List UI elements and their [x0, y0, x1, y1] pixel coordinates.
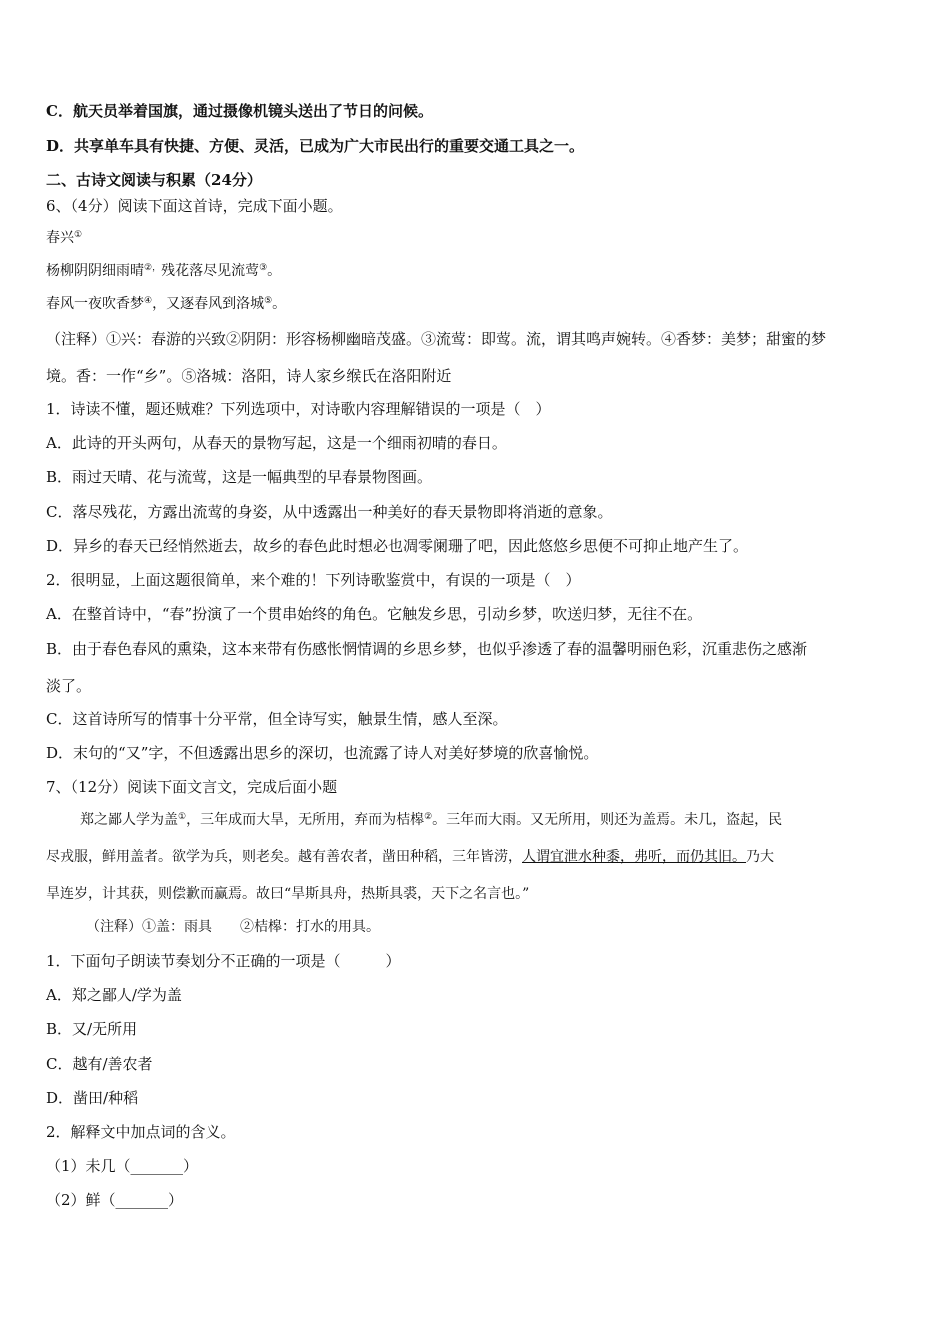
- q7-sub2-item-2: （2）鲜（_______）: [46, 1191, 184, 1209]
- passage-line-3: 旱连岁，计其获，则偿歉而赢焉。故曰“旱斯具舟，热斯具裘，天下之名言也。”: [46, 886, 530, 902]
- footnote-mark: ⑤: [264, 296, 273, 306]
- q7-header: 7、（12分）阅读下面文言文，完成后面小题: [46, 778, 338, 796]
- q6-sub2-option-c: C．这首诗所写的情事十分平常，但全诗写实，触景生情，感人至深。: [46, 710, 508, 728]
- q7-sub1-option-a: A．郑之鄙人/学为盖: [46, 986, 182, 1004]
- q6-sub2-option-d: D．末句的“又”字，不但透露出思乡的深切，也流露了诗人对美好梦境的欣喜愉悦。: [46, 744, 599, 762]
- q6-sub2-option-b-line-2: 淡了。: [46, 677, 92, 695]
- q7-sub1-option-d: D．凿田/种稻: [46, 1089, 139, 1107]
- poem-line-2: 春风一夜吹香梦④，又逐春风到洛城⑤。: [46, 296, 287, 312]
- q7-sub2-question: 2．解释文中加点词的含义。: [46, 1123, 236, 1141]
- q6-notes-line-1: （注释）①兴：春游的兴致②阴阴：形容杨柳幽暗茂盛。③流莺：即莺。流，谓其鸣声婉转。④香梦：美梦；甜蜜的梦: [46, 330, 827, 348]
- q6-sub1-question: 1．诗读不懂，题还贼难？下列选项中，对诗歌内容理解错误的一项是（ ）: [46, 400, 551, 418]
- q6-sub2-option-b-line-1: B．由于春色春风的熏染，这本来带有伤感怅惘情调的乡思乡梦，也似乎渗透了春的温馨明丽色彩，沉重悲伤之感渐: [46, 640, 808, 658]
- passage-line-1: 郑之鄙人学为盖①，三年成而大旱，无所用，弃而为桔槔②。三年而大雨。又无所用，则还为盖焉。未几，盗起，民: [80, 812, 783, 828]
- q6-sub1-option-a: A．此诗的开头两句，从春天的景物写起，这是一个细雨初晴的春日。: [46, 434, 507, 452]
- footnote-mark: ①: [74, 230, 83, 240]
- q6-sub2-question: 2．很明显，上面这题很简单，来个难的！下列诗歌鉴赏中，有误的一项是（ ）: [46, 571, 581, 589]
- q7-sub1-option-c: C．越有/善农者: [46, 1055, 153, 1073]
- q6-sub1-option-c: C．落尽残花，方露出流莺的身姿，从中透露出一种美好的春天景物即将消逝的意象。: [46, 503, 613, 521]
- section-heading: 二、古诗文阅读与积累（24分）: [46, 171, 262, 189]
- q7-sub2-item-1: （1）未几（_______）: [46, 1157, 199, 1175]
- q6-sub2-option-a: A．在整首诗中，“春”扮演了一个贯串始终的角色。它触发乡思，引动乡梦，吹送归梦，无往不在。: [46, 605, 703, 623]
- q5-option-d: D．共享单车具有快捷、方便、灵活，已成为广大市民出行的重要交通工具之一。: [46, 137, 585, 155]
- footnote-mark: ①: [178, 812, 187, 822]
- underlined-sentence: 人谓宜泄水种黍，弗听，而仍其旧。: [522, 849, 746, 865]
- poem-line-1: 杨柳阴阴细雨晴②，残花落尽见流莺③。: [46, 263, 282, 279]
- footnote-mark: ③: [259, 263, 268, 273]
- q7-sub1-question: 1．下面句子朗读节奏划分不正确的一项是（ ）: [46, 952, 401, 970]
- q5-option-c: C．航天员举着国旗，通过摄像机镜头送出了节日的问候。: [46, 102, 433, 120]
- q7-notes: （注释）①盖：雨具 ②桔槔：打水的用具。: [86, 919, 380, 935]
- footnote-mark: ②: [424, 812, 433, 822]
- q6-sub1-option-b: B．雨过天晴、花与流莺，这是一幅典型的早春景物图画。: [46, 468, 433, 486]
- passage-line-2: 尽戎服，鲜用盖者。欲学为兵，则老矣。越有善农者，凿田种稻，三年皆涝，人谓宜泄水种黍，弗听，而仍其旧。乃大: [46, 849, 774, 865]
- poem-title: 春兴①: [46, 230, 83, 246]
- q7-sub1-option-b: B．又/无所用: [46, 1020, 138, 1038]
- footnote-mark: ④: [144, 296, 153, 306]
- q6-sub1-option-d: D．异乡的春天已经悄然逝去，故乡的春色此时想必也凋零阑珊了吧，因此悠悠乡思便不可抑止地产生了。: [46, 537, 749, 555]
- footnote-mark: ②，: [144, 263, 162, 273]
- q6-header: 6、（4分）阅读下面这首诗，完成下面小题。: [46, 197, 343, 215]
- q6-notes-line-2: 境。香：一作“乡”。⑤洛城：洛阳，诗人家乡缑氏在洛阳附近: [46, 367, 452, 385]
